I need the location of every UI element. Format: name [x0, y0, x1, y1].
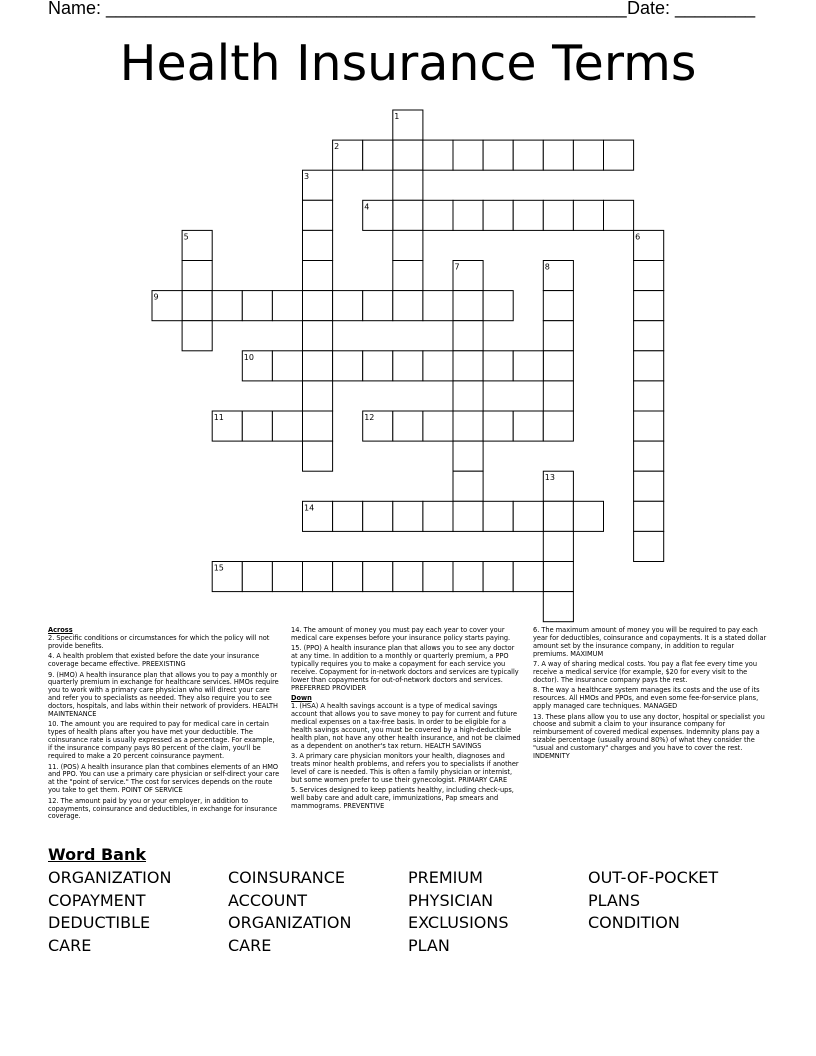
- crossword-cell[interactable]: [363, 411, 393, 441]
- clue-number: 9: [153, 292, 159, 302]
- crossword-cell[interactable]: [634, 441, 664, 471]
- crossword-cell[interactable]: [393, 200, 423, 230]
- clue: 1. (HSA) A health savings account is a type of medical savings account that allows you to save money to pay for current and future medical expenses on a tax-free basis. In order to be eligible for a health savings account, you must be covered by a high-deductible health plan, not have any other health insurance, and not be claimed as a dependent on another's tax return. HEALTH SAVINGS: [291, 702, 521, 750]
- crossword-cell[interactable]: [634, 351, 664, 381]
- word-bank-word: CARE: [228, 936, 272, 955]
- crossword-cell[interactable]: [543, 261, 573, 291]
- crossword-cell[interactable]: [483, 291, 513, 321]
- crossword-cell[interactable]: [453, 471, 483, 501]
- crossword-cell[interactable]: [423, 291, 453, 321]
- word-bank-word: PLAN: [408, 936, 450, 955]
- crossword-cell[interactable]: [303, 291, 333, 321]
- crossword-cell[interactable]: [513, 140, 543, 170]
- crossword-cell[interactable]: [634, 230, 664, 260]
- date-field-label: Date: ________: [627, 0, 756, 18]
- crossword-cell[interactable]: [483, 501, 513, 531]
- crossword-cell[interactable]: [212, 411, 242, 441]
- crossword-cell[interactable]: [393, 351, 423, 381]
- clue-number: 6: [635, 232, 641, 242]
- page-title: Health Insurance Terms: [119, 35, 697, 92]
- crossword-cell[interactable]: [634, 261, 664, 291]
- crossword-cell[interactable]: [333, 501, 363, 531]
- crossword-cell[interactable]: [513, 351, 543, 381]
- crossword-cell[interactable]: [634, 531, 664, 561]
- crossword-cell[interactable]: [634, 381, 664, 411]
- word-bank-title: Word Bank: [48, 845, 147, 864]
- crossword-cell[interactable]: [242, 562, 272, 592]
- crossword-cell[interactable]: [212, 562, 242, 592]
- word-bank-word: CARE: [48, 936, 92, 955]
- crossword-cell[interactable]: [543, 321, 573, 351]
- clue-column-1: [48, 627, 280, 824]
- word-bank-word: COPAYMENT: [48, 891, 146, 910]
- crossword-cell[interactable]: [393, 411, 423, 441]
- crossword-cell[interactable]: [182, 261, 212, 291]
- clue: 12. The amount paid by you or your employer, in addition to copayments, coinsurance and deductibles, in exchange for insurance coverage.: [48, 796, 278, 821]
- crossword-cell[interactable]: [543, 562, 573, 592]
- crossword-cell[interactable]: [543, 471, 573, 501]
- clue: 14. The amount of money you must pay each year to cover your medical care expenses before your insurance policy starts paying.: [291, 626, 511, 642]
- crossword-cell[interactable]: [393, 501, 423, 531]
- crossword-cell[interactable]: [393, 140, 423, 170]
- crossword-cell[interactable]: [303, 501, 333, 531]
- crossword-cell[interactable]: [363, 140, 393, 170]
- crossword-cell[interactable]: [604, 140, 634, 170]
- clue: 4. A health problem that existed before the date your insurance coverage became effective. PREEXISTING: [48, 652, 260, 669]
- word-bank-word: PLANS: [588, 891, 640, 910]
- down-heading: Down: [291, 694, 312, 703]
- crossword-cell[interactable]: [634, 291, 664, 321]
- crossword-cell[interactable]: [152, 291, 182, 321]
- crossword-cell[interactable]: [393, 170, 423, 200]
- crossword-cell[interactable]: [303, 261, 333, 291]
- crossword-cell[interactable]: [453, 441, 483, 471]
- clue: 2. Specific conditions or circumstances for which the policy will not provide benefits.: [48, 633, 270, 650]
- crossword-cell[interactable]: [483, 140, 513, 170]
- crossword-cell[interactable]: [634, 411, 664, 441]
- clue-number: 14: [304, 503, 315, 513]
- clue-number: 12: [364, 413, 375, 422]
- word-bank-word: COINSURANCE: [228, 868, 345, 887]
- crossword-cell[interactable]: [423, 411, 453, 441]
- crossword-cell[interactable]: [363, 501, 393, 531]
- crossword-cell[interactable]: [634, 321, 664, 351]
- name-field-label: Name: ____________________________________________________: [48, 0, 627, 18]
- crossword-cell[interactable]: [182, 321, 212, 351]
- crossword-cell[interactable]: [272, 291, 302, 321]
- crossword-cell[interactable]: [543, 411, 573, 441]
- clue-number: 10: [243, 352, 254, 362]
- clue: 13. These plans allow you to use any doctor, hospital or specialist you choose and submit a claim to your insurance company for reimbursement of covered medical expenses. Indemnity plans pay a sizable percentage (usually around 80%) of what they consider the "usual and customary" charges and you have to cover the rest. INDEMNITY: [533, 712, 765, 761]
- crossword-cell[interactable]: [453, 351, 483, 381]
- crossword-cell[interactable]: [513, 501, 543, 531]
- crossword-cell[interactable]: [543, 381, 573, 411]
- word-bank-word: PREMIUM: [408, 868, 483, 887]
- crossword-cell[interactable]: [453, 411, 483, 441]
- crossword-cell[interactable]: [303, 321, 333, 351]
- clue-number: 3: [304, 172, 310, 182]
- crossword-cell[interactable]: [634, 471, 664, 501]
- clue-number: 13: [544, 473, 555, 483]
- clue-number: 2: [334, 142, 340, 152]
- crossword-cell[interactable]: [513, 562, 543, 592]
- crossword-cell[interactable]: [333, 562, 363, 592]
- crossword-cell[interactable]: [513, 200, 543, 230]
- crossword-cell[interactable]: [393, 110, 423, 140]
- crossword-cell[interactable]: [303, 411, 333, 441]
- crossword-cell[interactable]: [573, 140, 603, 170]
- crossword-cell[interactable]: [242, 351, 272, 381]
- crossword-cell[interactable]: [242, 411, 272, 441]
- crossword-cell[interactable]: [272, 351, 302, 381]
- crossword-cell[interactable]: [272, 411, 302, 441]
- crossword-cell[interactable]: [363, 351, 393, 381]
- crossword-cell[interactable]: [543, 200, 573, 230]
- crossword-cell[interactable]: [453, 140, 483, 170]
- clue: 9. (HMO) A health insurance plan that allows you to pay a monthly or quarterly premium in exchange for healthcare services. HMOs require you to work with a primary care physician who will direct your care and refer you to specialists as needed. They also require you to see doctors, hospitals, and labs within their network of providers. HEALTH MAINTENANCE: [48, 670, 279, 719]
- clue-number: 1: [394, 112, 400, 121]
- clue: 11. (POS) A health insurance plan that combines elements of an HMO and PPO. You can use a primary care physician or self-direct your care at the "point of service." The cost for services depends on the route you take to get them. POINT OF SERVICE: [48, 762, 280, 795]
- crossword-cell[interactable]: [543, 531, 573, 561]
- word-bank-word: EXCLUSIONS: [408, 913, 509, 932]
- crossword-cell[interactable]: [513, 411, 543, 441]
- across-heading: Across: [48, 626, 73, 634]
- word-bank-word: DEDUCTIBLE: [48, 913, 151, 932]
- clue: 10. The amount you are required to pay for medical care in certain types of health plans after you have met your deductible. The coinsurance rate is usually expressed as a percentage. For example, if the insurance company pays 80 percent of the claim, you'll be required to make a 20 percent coinsurance payment.: [48, 720, 275, 761]
- crossword-cell[interactable]: [333, 351, 363, 381]
- crossword-cell[interactable]: [393, 261, 423, 291]
- word-bank-word: OUT-OF-POCKET: [588, 868, 719, 887]
- word-bank-word: ORGANIZATION: [228, 913, 352, 932]
- crossword-cell[interactable]: [423, 200, 453, 230]
- crossword-cell[interactable]: [303, 441, 333, 471]
- crossword-cell[interactable]: [423, 351, 453, 381]
- clue-number: 4: [364, 202, 370, 212]
- crossword-cell[interactable]: [393, 291, 423, 321]
- clue: 3. A primary care physician monitors your health, diagnoses and treats minor health problems, and refers you to specialists if another level of care is needed. This is often a family physician or internist, but some women prefer to use their gynecologist. PRIMARY CARE: [291, 752, 519, 784]
- crossword-cell[interactable]: [543, 592, 573, 622]
- crossword-cell[interactable]: [634, 501, 664, 531]
- crossword-cell[interactable]: [303, 170, 333, 200]
- clue-column-3: [533, 627, 767, 764]
- crossword-cell[interactable]: [543, 140, 573, 170]
- crossword-cell[interactable]: [182, 230, 212, 260]
- crossword-cell[interactable]: [363, 200, 393, 230]
- crossword-cell[interactable]: [453, 501, 483, 531]
- crossword-cell[interactable]: [393, 230, 423, 260]
- crossword-cell[interactable]: [182, 291, 212, 321]
- crossword-cell[interactable]: [453, 321, 483, 351]
- crossword-cell[interactable]: [333, 140, 363, 170]
- crossword-cell[interactable]: [363, 291, 393, 321]
- clue-number: 5: [183, 232, 189, 242]
- crossword-cell[interactable]: [303, 562, 333, 592]
- crossword-cell[interactable]: [453, 562, 483, 592]
- crossword-cell[interactable]: [272, 562, 302, 592]
- crossword-cell[interactable]: [333, 291, 363, 321]
- crossword-cell[interactable]: [483, 411, 513, 441]
- crossword-cell[interactable]: [453, 381, 483, 411]
- crossword-cell[interactable]: [573, 501, 603, 531]
- crossword-cell[interactable]: [483, 562, 513, 592]
- crossword-cell[interactable]: [212, 291, 242, 321]
- crossword-cell[interactable]: [303, 351, 333, 381]
- crossword-cell[interactable]: [303, 381, 333, 411]
- crossword-cell[interactable]: [543, 351, 573, 381]
- crossword-cell[interactable]: [423, 140, 453, 170]
- crossword-cell[interactable]: [303, 230, 333, 260]
- word-bank-word: ACCOUNT: [228, 891, 308, 910]
- crossword-cell[interactable]: [453, 200, 483, 230]
- crossword-cell[interactable]: [303, 200, 333, 230]
- clue: 8. The way a healthcare system manages its costs and the use of its resources. All HMOs and PPOs, and even some fee-for-service plans, apply managed care techniques. MANAGED: [533, 686, 760, 711]
- word-bank-word: PHYSICIAN: [408, 891, 494, 910]
- clue-number: 7: [454, 262, 460, 272]
- clue-number: 8: [544, 262, 550, 272]
- word-bank-word: ORGANIZATION: [48, 868, 172, 887]
- crossword-cell[interactable]: [483, 200, 513, 230]
- crossword-cell[interactable]: [242, 291, 272, 321]
- crossword-cell[interactable]: [573, 200, 603, 230]
- crossword-cell[interactable]: [604, 200, 634, 230]
- crossword-cell[interactable]: [393, 562, 423, 592]
- clue-column-2: [291, 627, 523, 813]
- crossword-cell[interactable]: [423, 562, 453, 592]
- word-bank-word: CONDITION: [588, 913, 680, 932]
- clue: 15. (PPO) A health insurance plan that allows you to see any doctor at any time. In addition to a monthly or quarterly premium, a PPO typically requires you to make a copayment for each service you receive. Copayment for in-network doctors and services are typically lower than copayments for out-of-network doctors and services. PREFERRED PROVIDER: [291, 644, 519, 692]
- crossword-cell[interactable]: [543, 291, 573, 321]
- clue: 5. Services designed to keep patients healthy, including check-ups, well baby care and adult care, immunizations, Pap smears and mammograms. PREVENTIVE: [291, 786, 514, 811]
- crossword-cell[interactable]: [483, 351, 513, 381]
- clue-number: 15: [213, 563, 224, 573]
- crossword-cell[interactable]: [453, 261, 483, 291]
- clue-number: 11: [213, 413, 224, 422]
- crossword-cell[interactable]: [453, 291, 483, 321]
- clue: 6. The maximum amount of money you will be required to pay each year for deductibles, coinsurance and copayments. It is a stated dollar amount set by the insurance company, in addition to regular premiums. MAXIMUM: [533, 626, 767, 658]
- crossword-cell[interactable]: [423, 501, 453, 531]
- crossword-cell[interactable]: [363, 562, 393, 592]
- clue: 7. A way of sharing medical costs. You pay a flat fee every time you receive a medical service (for example, $20 for every visit to the doctor). The insurance company pays the rest.: [533, 660, 757, 684]
- crossword-cell[interactable]: [543, 501, 573, 531]
